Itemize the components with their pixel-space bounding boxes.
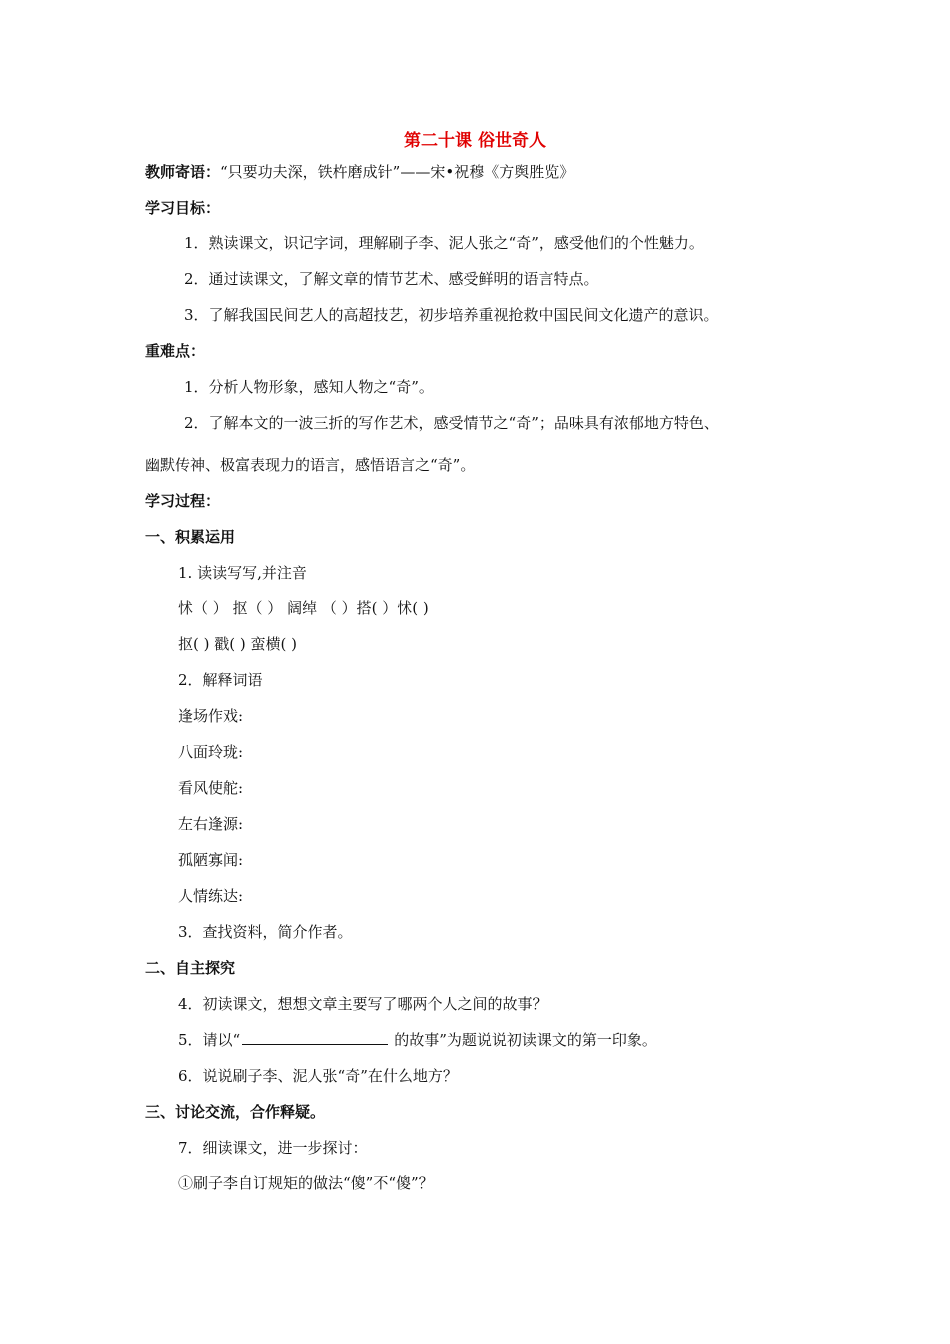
term-2: 八面玲珑: xyxy=(178,743,244,761)
section-1-heading: 一、积累运用 xyxy=(145,528,236,546)
question-5-suffix: 的故事”为题说说初读课文的第一印象。 xyxy=(394,1031,657,1049)
section-2-heading: 二、自主探究 xyxy=(145,959,236,977)
teacher-note-text: “只要功夫深，铁杵磨成针”——宋•祝穆《方舆胜览》 xyxy=(220,163,575,181)
question-3: 3．查找资料，简介作者。 xyxy=(178,923,353,941)
page-title: 第二十课 俗世奇人 xyxy=(404,131,546,151)
process-heading: 学习过程： xyxy=(145,492,221,510)
term-5: 孤陋寡闻: xyxy=(178,851,244,869)
question-5 xyxy=(178,1030,657,1050)
key-point-2-line-2: 幽默传神、极富表现力的语言，感悟语言之“奇”。 xyxy=(145,456,476,474)
question-5-prefix: 5．请以“ xyxy=(178,1031,241,1049)
teacher-note-label: 教师寄语： xyxy=(145,163,221,181)
key-points-heading: 重难点： xyxy=(145,342,206,360)
term-3: 看风使舵: xyxy=(178,779,244,797)
term-6: 人情练达: xyxy=(178,887,244,905)
section-3-heading: 三、讨论交流，合作释疑。 xyxy=(145,1103,326,1121)
question-7: 7．细读课文，进一步探讨： xyxy=(178,1139,368,1157)
teacher-note xyxy=(145,162,574,182)
goals-heading: 学习目标： xyxy=(145,199,221,217)
question-7-sub-1: ①刷子李自订规矩的做法“傻”不“傻”？ xyxy=(178,1174,434,1192)
question-6: 6．说说刷子李、泥人张“奇”在什么地方？ xyxy=(178,1067,458,1085)
pinyin-row-2: 抠( ) 戳( ) 蛮横( ) xyxy=(178,635,297,653)
key-point-2-line-1: 2．了解本文的一波三折的写作艺术，感受情节之“奇”；品味具有浓郁地方特色、 xyxy=(184,414,719,432)
fill-in-blank xyxy=(242,1030,388,1045)
goal-item-1: 1．熟读课文，识记字词，理解刷子李、泥人张之“奇”，感受他们的个性魅力。 xyxy=(184,234,704,252)
pinyin-row-1: 怵（ ） 抠（ ） 阔绰 （ ）搭( ）怵( ) xyxy=(178,599,429,617)
term-1: 逢场作戏: xyxy=(178,707,244,725)
key-point-1: 1．分析人物形象，感知人物之“奇”。 xyxy=(184,378,434,396)
question-2: 2．解释词语 xyxy=(178,671,263,689)
goal-item-2: 2．通过读课文，了解文章的情节艺术、感受鲜明的语言特点。 xyxy=(184,270,599,288)
goal-item-3: 3．了解我国民间艺人的高超技艺，初步培养重视抢救中国民间文化遗产的意识。 xyxy=(184,306,719,324)
question-4: 4．初读课文，想想文章主要写了哪两个人之间的故事？ xyxy=(178,995,548,1013)
term-4: 左右逢源: xyxy=(178,815,244,833)
question-1: 1. 读读写写,并注音 xyxy=(178,564,307,582)
